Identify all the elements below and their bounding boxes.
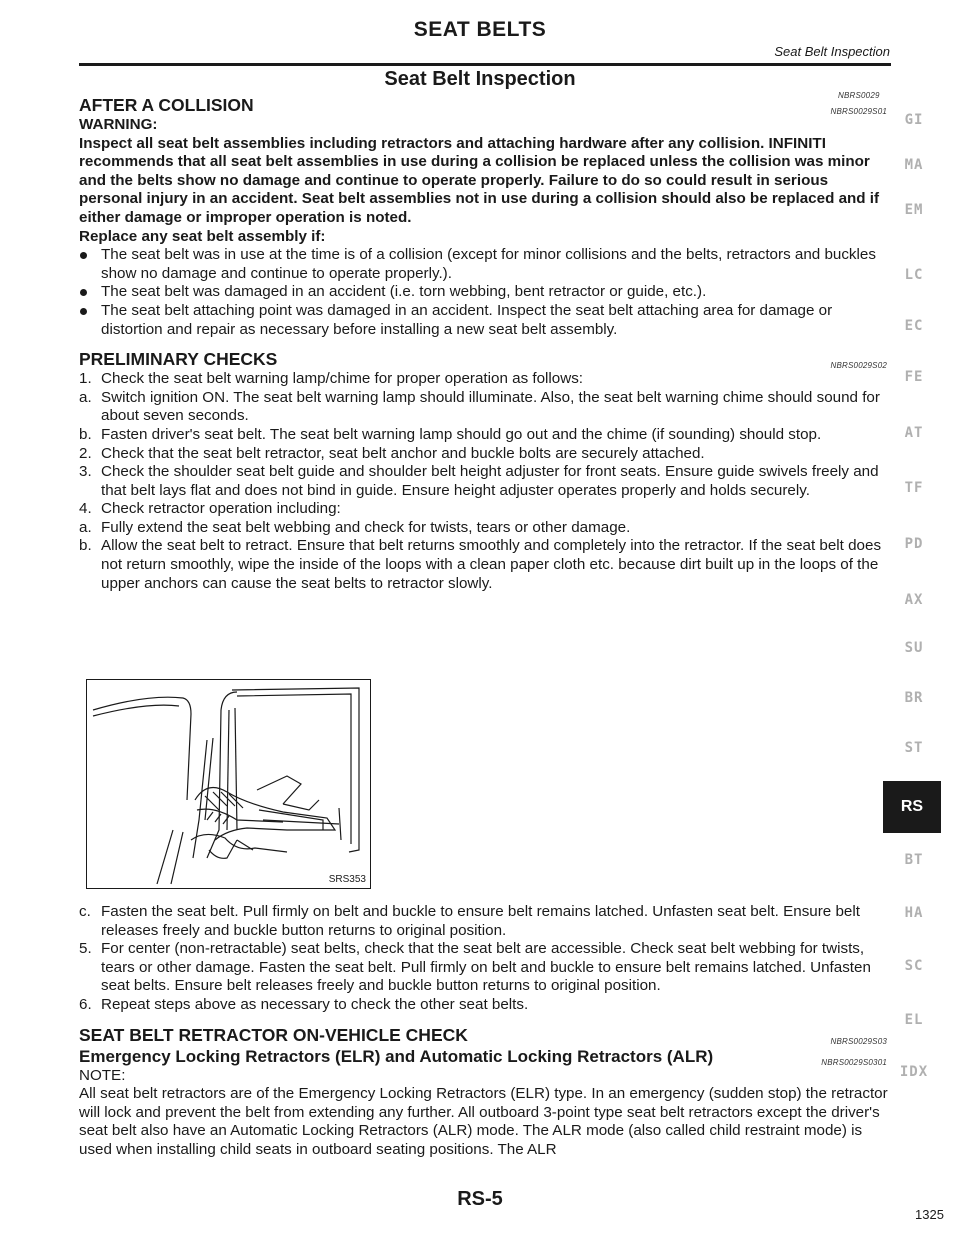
header-divider (79, 63, 891, 66)
step-marker: c. (79, 903, 91, 920)
document-body (79, 95, 891, 593)
step-marker: 5. (79, 940, 92, 958)
warning-text: Inspect all seat belt assemblies including retractors and attaching hardware after any collision. INFINITI recommends that all seat belt assemblies in use during a collision be replaced unless the collision was minor and the belts show no damage and continue to operate properly. Failure to do so could result in serious personal injury in an accident. Seat belt assemblies not in use during a collision should also be replaced and if either damage or improper operation is noted. (79, 134, 880, 226)
step-text: Check that the seat belt retractor, seat belt anchor and buckle bolts are securely attached. (101, 444, 705, 462)
page-header-title: SEAT BELTS (413, 18, 547, 41)
side-tab[interactable]: IDX (899, 1064, 929, 1080)
step-marker: b. (79, 537, 92, 555)
document-body-continued (79, 903, 891, 1160)
step-marker: 1. (79, 370, 92, 388)
note-text: All seat belt retractors are of the Emergency Locking Retractors (ELR) type. In an emergency (sudden stop) the retractor will lock and prevent the belt from extending any further. All outboard 3-point type seat belt retractors except the driver's seat belt also have an Automatic Locking Retractors (ALR) mode. The ALR mode (also called child restraint mode) is used when installing child seats in outboard seating positions. The ALR (79, 1085, 888, 1158)
step-item (79, 500, 891, 519)
side-tab-active[interactable]: RS (883, 781, 941, 833)
seat-belt-illustration (86, 679, 371, 889)
side-tab[interactable]: EL (904, 1012, 924, 1028)
page-header-subtitle: Seat Belt Inspection (774, 44, 890, 59)
retractor-subheading-text: Emergency Locking Retractors (ELR) and Automatic Locking Retractors (ALR) (79, 1046, 714, 1066)
bullet-item: The seat belt attaching point was damaged in an accident. Inspect the seat belt attaching area for damage or distortion and repair as necessary before installing a new seat belt assembly. (79, 302, 891, 339)
side-tab[interactable]: SC (904, 958, 924, 974)
step-text: Fully extend the seat belt webbing and check for twists, tears or other damage. (101, 518, 631, 536)
section-title: Seat Belt Inspection (384, 68, 576, 90)
step-item (79, 389, 891, 426)
preliminary-heading-text: PRELIMINARY CHECKS (79, 349, 278, 370)
step-text: Fasten the seat belt. Pull firmly on belt and buckle to ensure belt remains latched. Unfasten seat belt. Ensure belt releases freely and buckle button returns to original position. (101, 903, 860, 939)
retractor-subcode: NBRS0029S0301 (821, 1057, 887, 1067)
side-tab[interactable]: LC (904, 267, 924, 283)
bullet-item: The seat belt was damaged in an accident (i.e. torn webbing, bent retractor or guide, etc.). (79, 283, 891, 302)
warning-label: WARNING: (79, 116, 158, 133)
step-text: Check the shoulder seat belt guide and shoulder belt height adjuster for front seats. Ensure guide swivels freely and that belt lays flat and does not bind in guide. Ensure height adjuster operates properly and holds securely. (101, 463, 879, 499)
retractor-heading-text: SEAT BELT RETRACTOR ON-VEHICLE CHECK (79, 1024, 468, 1045)
step-text: Check the seat belt warning lamp/chime for proper operation as follows: (101, 370, 584, 388)
side-tab[interactable]: MA (904, 157, 924, 173)
step-item (79, 370, 891, 389)
after-collision-code: NBRS0029S01 (830, 107, 887, 116)
step-item (79, 996, 891, 1015)
step-marker: 4. (79, 500, 92, 518)
retractor-subheading (79, 1046, 891, 1067)
retractor-code: NBRS0029S03 (830, 1036, 887, 1046)
sheet-number: 1325 (915, 1207, 944, 1222)
step-text: Allow the seat belt to retract. Ensure that belt returns smoothly and completely into the retractor. If the seat belt does not return smoothly, wipe the inside of the loops with a clean paper cloth etc. because dirt built up in the loops of the upper anchors can cause the seat belts to retractor slowly. (101, 537, 882, 592)
bullet-item: The seat belt was in use at the time is of a collision (except for minor collisions and the belts, retractors and buckles show no damage and continue to operate properly.). (79, 246, 891, 283)
side-tab[interactable]: PD (904, 536, 924, 552)
side-tab[interactable]: AT (904, 425, 924, 441)
side-tab[interactable]: SU (904, 640, 924, 656)
step-item (79, 519, 891, 538)
after-collision-heading (79, 95, 891, 116)
step-marker: b. (79, 425, 92, 443)
preliminary-heading (79, 349, 891, 370)
step-item (79, 537, 891, 593)
side-tab[interactable]: BT (904, 852, 924, 868)
note-label: NOTE: (79, 1066, 126, 1084)
side-tab[interactable]: TF (904, 480, 924, 496)
step-marker: a. (79, 518, 92, 536)
step-item (79, 940, 891, 996)
after-collision-heading-text: AFTER A COLLISION (79, 95, 254, 115)
step-marker: a. (79, 388, 92, 406)
step-item (79, 445, 891, 464)
section-code: NBRS0029 (838, 91, 880, 100)
step-text: Fasten driver's seat belt. The seat belt warning lamp should go out and the chime (if sounding) should stop. (101, 425, 822, 443)
step-marker: 6. (79, 995, 92, 1013)
preliminary-code: NBRS0029S02 (830, 361, 887, 371)
side-tab[interactable]: BR (904, 690, 924, 706)
illustration-drawing (87, 680, 370, 888)
side-tab[interactable]: ST (904, 740, 924, 756)
step-marker: 2. (79, 444, 92, 462)
figure-label: SRS353 (328, 874, 366, 885)
page-number: RS-5 (457, 1188, 503, 1210)
step-text: Check retractor operation including: (101, 500, 341, 518)
side-tab[interactable]: GI (904, 112, 924, 128)
side-tab[interactable]: EM (904, 202, 924, 218)
step-text: Repeat steps above as necessary to check the other seat belts. (101, 995, 529, 1013)
side-tab[interactable]: EC (904, 318, 924, 334)
step-item (79, 903, 891, 940)
step-item (79, 426, 891, 445)
step-text: For center (non-retractable) seat belts, check that the seat belt are accessible. Check seat belt webbing for twists, tears or other damage. Fasten the seat belt. Pull firmly on belt and buckle to ensure belt remains latched. Unfasten seat belts. Ensure belt releases freely and buckle button returns to original position. (101, 940, 871, 995)
side-tab[interactable]: AX (904, 592, 924, 608)
replace-heading: Replace any seat belt assembly if: (79, 227, 326, 245)
retractor-heading (79, 1025, 891, 1046)
side-tab[interactable]: HA (904, 905, 924, 921)
step-item (79, 463, 891, 500)
step-marker: 3. (79, 463, 92, 481)
side-tab[interactable]: FE (904, 369, 924, 385)
step-text: Switch ignition ON. The seat belt warning lamp should illuminate. Also, the seat belt warning chime should sound for about seven seconds. (101, 388, 880, 425)
